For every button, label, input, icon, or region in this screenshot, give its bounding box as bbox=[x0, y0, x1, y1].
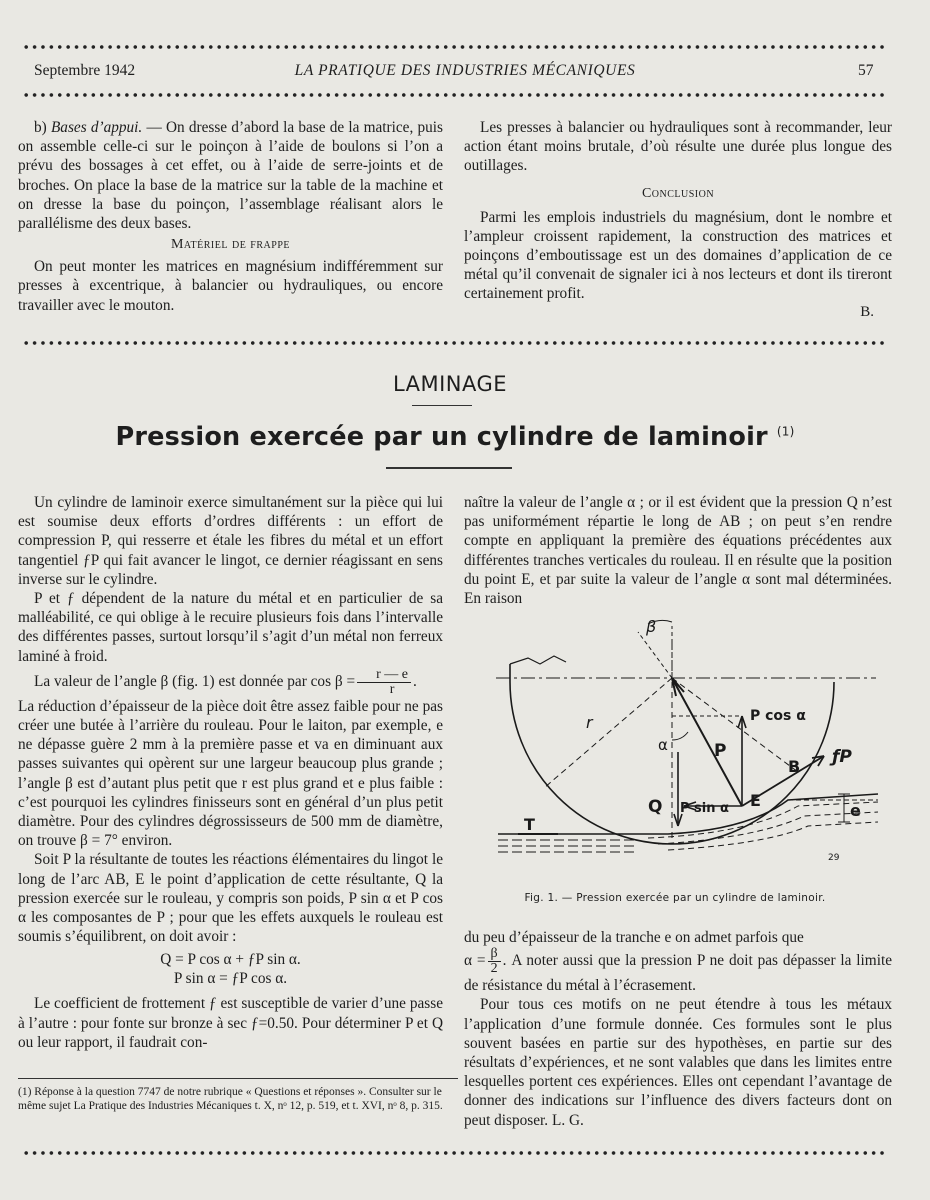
materiel-paragraph: On peut monter les matrices en magnésium indifféremment sur presses à excentrique, à balancier ou hydrauliques, ou encore travailler avec le mouton. bbox=[18, 258, 443, 314]
article-right-column bbox=[464, 493, 892, 608]
section-underline bbox=[412, 405, 472, 406]
header-page-number: 57 bbox=[858, 62, 874, 79]
header-date: Septembre 1942 bbox=[34, 62, 136, 79]
fig-label-b: B bbox=[788, 757, 801, 776]
fig-label-t: T bbox=[524, 815, 535, 834]
conclusion-heading: Conclusion bbox=[641, 185, 715, 201]
roller-broken-edge bbox=[510, 656, 566, 664]
article-left-column bbox=[18, 493, 443, 1052]
fig-label-fp: ƒP bbox=[832, 747, 852, 767]
dotted-rule-top bbox=[22, 44, 888, 50]
title-footnote-marker: (1) bbox=[776, 424, 795, 439]
fig-label-pcos: P cos α bbox=[750, 708, 806, 724]
fig-label-beta: β bbox=[646, 617, 657, 636]
fig-label-e-point: E bbox=[750, 791, 761, 810]
footnote: (1) Réponse à la question 7747 de notre rubrique « Questions et réponses ». Consulter sur le même sujet La Pratique des Industries Mécaniques t. X, nᵒ 12, p. 519, et t. XVI, nᵒ 8, p. 315. bbox=[18, 1086, 443, 1112]
bases-paragraph: b) Bases d’appui. — On dresse d’abord la base de la matrice, puis on assemble celle-ci sur le poinçon à l’aide de boulons si l’on a prévu des bossages à cet effet, ou à l’aide de serre-joints et de broches. On place la base de la matrice sur la table de la machine et on dresse la base du poinçon, l’assemblage réalisant alors le parallélisme des deux bases. bbox=[18, 119, 443, 233]
left-paragraph-5: Soit P la résultante de toutes les réactions élémentaires du lingot le long de l’arc AB, E le point d’application de cette résultante, Q la pression exercée sur le rouleau, y compris son poids, P sin α et P cos α les composantes de P ; pour que les effets auxquels le rouleau est soumis s’équilibrent, on doit avoir : bbox=[18, 851, 443, 946]
left-paragraph-1: Un cylindre de laminoir exerce simultanément sur la pièce qui lui est soumise deux efforts d’ordres différents : un effort de compression P, qui resserre et étale les fibres du métal et un effort tangentiel ƒP qui fait avancer le lingot, ce dernier réagissant en sens inverse sur le cylindre. bbox=[18, 494, 443, 588]
title-underline bbox=[386, 467, 512, 469]
alpha-fraction: $\frac{\beta}{2}$ bbox=[488, 947, 501, 976]
left-paragraph-4: La réduction d’épaisseur de la pièce doit être assez faible pour ne pas créer une butée à l’arrière du rouleau. Pour le laiton, par exemple, e ne dépasse guère 2 mm à la première passe et va en diminuant aux passes suivantes qui opèrent sur une largeur beaucoup plus grande ; l’angle β est d’autant plus petit que r est plus grand et e plus faible : c’est pourquoi les cylindres finisseurs sont en général d’un plus petit diamètre. Pour des cylindres dégrossisseurs de 500 mm de diamètre, on trouve β = 7° environ. bbox=[18, 697, 443, 850]
dotted-rule-middle bbox=[22, 340, 888, 346]
right-paragraph-3: Pour tous ces motifs on ne peut étendre à tous les métaux l’application d’une formule donnée. Ces formules sont le plus souvent basées en partie sur des hypothèses, en partie sur des résultats d’expériences, et ne sont valables que dans les limites entre lesquelles portent ces expériences. Elles ont cependant l’avantage de donner des indications sur l’influence des divers facteurs dont on peut disposer. L. G. bbox=[464, 996, 892, 1129]
fig-label-e-thickness: e bbox=[850, 801, 861, 820]
right-paragraph-2: du peu d’épaisseur de la tranche e on admet parfois que α = $\frac{\beta}{2}$ . A noter aussi que la pression P ne doit pas dépasser la limite de résistance du métal à l’écrasement. bbox=[464, 929, 892, 995]
materiel-heading: Matériel de frappe bbox=[170, 237, 290, 253]
signature-b: B. bbox=[860, 303, 874, 320]
presses-paragraph: Les presses à balancier ou hydrauliques sont à recommander, leur action étant moins brutale, d’où résulte une durée plus longue des outillages. bbox=[464, 119, 892, 175]
footnote-rule bbox=[18, 1078, 458, 1079]
fig-label-alpha: α bbox=[658, 736, 668, 754]
dotted-rule-header bbox=[22, 92, 888, 98]
right-paragraph-1: naître la valeur de l’angle α ; or il est évident que la pression Q n’est pas uniformément répartie le long de AB ; on peut s’en rendre compte en appliquant la première des équations précédentes aux différentes tranches verticales du rouleau. Il en résulte que la position du point E, et par suite la valeur de l’angle α sont mal déterminées. En raison bbox=[464, 494, 892, 608]
fig-label-psin: P sin α bbox=[680, 801, 729, 816]
signature-lg: L. G. bbox=[551, 1111, 584, 1129]
fig-label-r: r bbox=[586, 713, 593, 732]
fig-label-ref: 29 bbox=[828, 853, 840, 863]
roller-pressure-figure bbox=[488, 612, 888, 872]
dotted-rule-bottom bbox=[22, 1150, 888, 1156]
figure-caption: Fig. 1. — Pression exercée par un cylindre de laminoir. bbox=[524, 892, 826, 904]
beta-fraction: $\frac{r — e}{r}$ bbox=[357, 668, 411, 697]
fig-label-q: Q bbox=[648, 797, 663, 817]
top-left-column bbox=[18, 118, 443, 315]
left-paragraph-3: La valeur de l’angle β (fig. 1) est donnée par cos β = $\frac{r — e}{r}$ . bbox=[34, 666, 417, 697]
left-paragraph-6: Le coefficient de frottement ƒ est susceptible de varier d’une passe à l’autre : pour fonte sur bronze à sec ƒ=0.50. Pour déterminer P et Q ou leur rapport, il faudrait con- bbox=[18, 995, 443, 1051]
article-title: Pression exercée par un cylindre de laminoir $^{(1)}$ bbox=[115, 422, 795, 452]
fig-label-p: P bbox=[714, 741, 727, 761]
equation-1: Q = P cos α + ƒP sin α. bbox=[160, 951, 301, 969]
left-paragraph-2: P et ƒ dépendent de la nature du métal et en particulier de sa malléabilité, ce qui oblige à le recuire plusieurs fois dans l’intervalle des différentes passes, surtout lorsqu’il s’agit d’un métal non ferreux laminé à froid. bbox=[18, 590, 443, 665]
bases-title: Bases d’appui. bbox=[50, 119, 143, 136]
equation-2: P sin α = ƒP cos α. bbox=[173, 970, 288, 988]
header-journal: LA PRATIQUE DES INDUSTRIES MÉCANIQUES bbox=[294, 62, 636, 79]
section-title: LAMINAGE bbox=[392, 372, 508, 396]
article-right-column-continued bbox=[464, 928, 892, 1130]
top-right-column bbox=[464, 118, 892, 321]
conclusion-paragraph: Parmi les emplois industriels du magnésium, dont le nombre et l’ampleur croissent rapidement, la construction des matrices et poinçons d’emboutissage est un des domaines d’application de ce métal qu’il convenait de signaler ici à nos lecteurs et dont ils tireront certainement profit. bbox=[464, 208, 892, 303]
